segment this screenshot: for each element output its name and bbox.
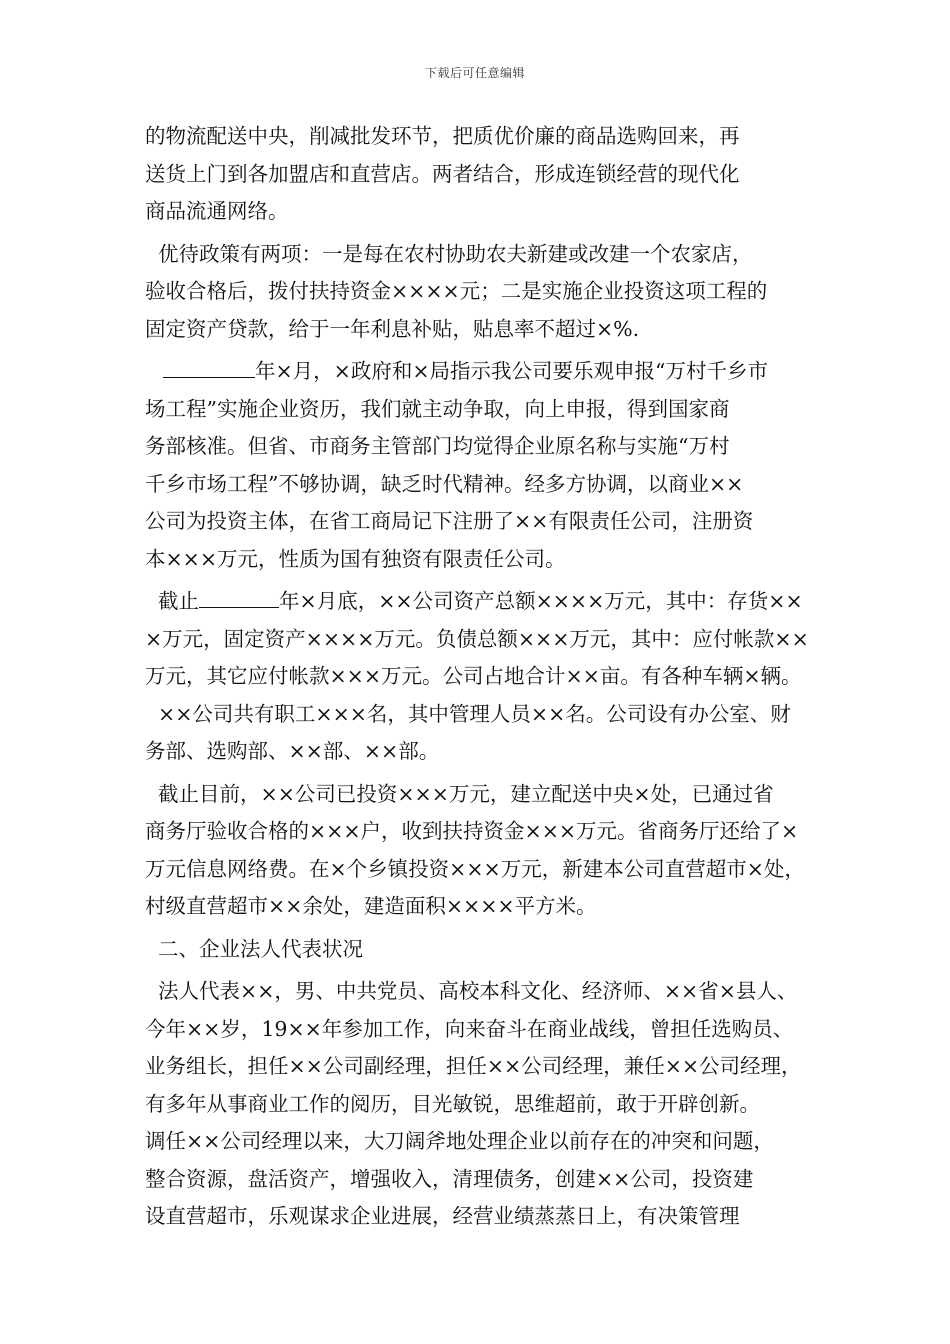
text-line: 固定资产贷款，给于一年利息补贴，贴息率不超过×%. [145, 316, 640, 341]
text-line: 设直营超市，乐观谋求企业进展，经营业绩蒸蒸日上，有决策管理 [145, 1204, 740, 1228]
paragraph [145, 696, 815, 771]
text-span: 年×月底，××公司资产总额××××万元，其中：存货×× [279, 589, 803, 613]
text-line: 法人代表××，男、中共党员、高校本科文化、经济师、××省×县人、 [145, 979, 798, 1003]
text-line: 整合资源，盘活资产，增强收入，清理债务，创建××公司，投资建 [145, 1166, 754, 1191]
text-line: 万元信息网络费。在×个乡镇投资×××万元，新建本公司直营超市×处， [145, 856, 805, 881]
fill-in-blank [199, 583, 279, 608]
text-line: 送货上门到各加盟店和直营店。两者结合，形成连锁经营的现代化 [145, 161, 740, 186]
text-line: 今年××岁，19××年参加工作，向来奋斗在商业战线，曾担任选购员、 [145, 1016, 794, 1041]
text-line: 万元，其它应付帐款×××万元。公司占地合计××亩。有各种车辆×辆。 [145, 664, 802, 688]
fill-in-blank [163, 353, 255, 378]
section-heading [145, 931, 815, 969]
text-line: 村级直营超市××余处，建造面积××××平方米。 [145, 894, 597, 918]
text-span: 截止 [145, 589, 200, 613]
text-line: 商品流通网络。 [145, 199, 289, 223]
text-line: 验收合格后，拨付扶持资金××××元；二是实施企业投资这项工程的 [145, 279, 768, 303]
text-line: 商务厅验收合格的×××户，收到扶持资金×××万元。省商务厅还给了× [145, 819, 799, 843]
paragraph [145, 353, 815, 578]
paragraph [145, 583, 815, 696]
text-line: 的物流配送中央，削减批发环节，把质优价廉的商品选购回来，再 [145, 124, 740, 148]
text-line: ×万元，固定资产××××万元。负债总额×××万元，其中：应付帐款×× [145, 626, 809, 651]
paragraph [145, 973, 815, 1236]
text-line: 务部、选购部、××部、××部。 [145, 739, 440, 763]
text-line: 务部核准。但省、市商务主管部门均觉得企业原名称与实施“万村 [145, 434, 730, 458]
document-body [145, 118, 815, 1236]
text-line: ××公司共有职工×××名，其中管理人员××名。公司设有办公室、财 [145, 701, 791, 726]
paragraph [145, 236, 815, 349]
text-line: 有多年从事商业工作的阅历，目光敏锐，思维超前，敢于开辟创新。 [145, 1091, 760, 1116]
text-line: 场工程”实施企业资历，我们就主动争取，向上申报，得到国家商 [145, 396, 730, 421]
page-header: 下载后可任意编辑 [424, 66, 525, 80]
text-line: 本×××万元，性质为国有独资有限责任公司。 [145, 546, 566, 571]
text-line: 调任××公司经理以来，大刀阔斧地处理企业以前存在的冲突和问题， [145, 1129, 774, 1153]
paragraph [145, 776, 815, 926]
text-line: 业务组长，担任××公司副经理，担任××公司经理，兼任××公司经理， [145, 1054, 802, 1078]
paragraph [145, 118, 815, 231]
text-line: 截止目前，××公司已投资×××万元，建立配送中央×处，已通过省 [145, 781, 774, 806]
text-line: 千乡市场工程”不够协调，缺乏时代精神。经多方协调，以商业×× [145, 471, 744, 496]
text-span: 年×月，×政府和×局指示我公司要乐观申报“万村千乡市 [255, 359, 769, 383]
text-line [145, 353, 815, 391]
text-line [145, 583, 815, 621]
text-line: 二、企业法人代表状况 [145, 936, 364, 961]
text-line: 优待政策有两项：一是每在农村协助农夫新建或改建一个农家店， [145, 241, 753, 266]
text-line: 公司为投资主体，在省工商局记下注册了××有限责任公司，注册资 [145, 509, 754, 533]
